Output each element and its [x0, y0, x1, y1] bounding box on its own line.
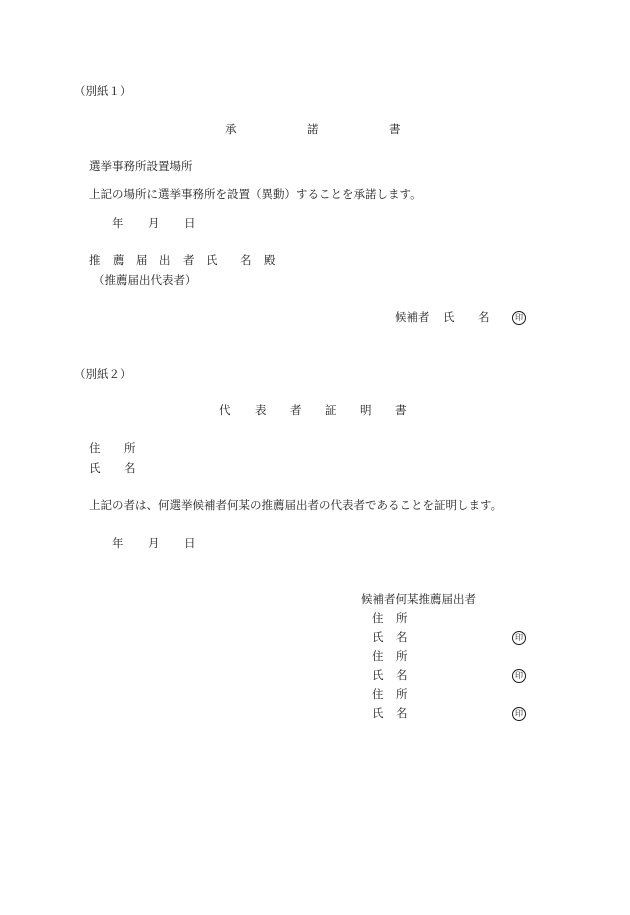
date-day: 日: [184, 536, 196, 550]
office-location-label: 選挙事務所設置場所: [89, 159, 193, 173]
signer-name-char: 名: [396, 668, 408, 682]
recipient-char: 出: [159, 253, 171, 267]
date-month: 月: [148, 216, 160, 230]
name-char: 名: [478, 310, 490, 324]
recipient-char: 届: [136, 253, 148, 267]
date-day: 日: [184, 216, 196, 230]
recipient-char: 殿: [264, 253, 276, 267]
recipient-char: 薦: [113, 253, 125, 267]
name-char: 氏: [443, 310, 455, 324]
signer-address-char: 住: [372, 611, 384, 625]
representative-note: （推薦届出代表者）: [93, 273, 197, 287]
signer-address-char: 住: [372, 649, 384, 663]
signer-header: 候補者何某推薦届出者: [361, 592, 476, 606]
certification-text: 上記の者は、何選挙候補者何某の推薦届出者の代表者であることを証明します。: [89, 498, 503, 512]
signer-name-char: 氏: [372, 630, 384, 644]
signer-name-char: 氏: [372, 668, 384, 682]
signer-name-char: 名: [396, 706, 408, 720]
date-year: 年: [112, 216, 124, 230]
seal-icon: 印: [512, 311, 526, 325]
title-char: 諾: [307, 122, 319, 136]
title-char: 表: [255, 403, 267, 417]
signer-address-char: 住: [372, 687, 384, 701]
recipient-char: 氏: [206, 253, 218, 267]
date-month: 月: [148, 536, 160, 550]
consent-text: 上記の場所に選挙事務所を設置（異動）することを承諾します。: [89, 187, 422, 201]
attachment-label-2: （別紙２）: [74, 367, 132, 381]
seal-icon: 印: [512, 669, 526, 683]
attachment-label-1: （別紙１）: [74, 84, 132, 98]
signer-address-char: 所: [396, 687, 408, 701]
name-char: 名: [124, 461, 136, 475]
signer-address-char: 所: [396, 611, 408, 625]
title-char: 明: [360, 403, 372, 417]
title-char: 証: [325, 403, 337, 417]
title-char: 書: [389, 122, 401, 136]
signer-name-char: 氏: [372, 706, 384, 720]
recipient-char: 推: [89, 253, 101, 267]
seal-icon: 印: [512, 707, 526, 721]
address-char: 住: [89, 441, 101, 455]
name-char: 氏: [89, 461, 101, 475]
seal-icon: 印: [512, 631, 526, 645]
title-char: 者: [290, 403, 302, 417]
title-char: 代: [219, 403, 231, 417]
address-char: 所: [124, 441, 136, 455]
recipient-char: 名: [240, 253, 252, 267]
date-year: 年: [112, 536, 124, 550]
recipient-char: 者: [183, 253, 195, 267]
signer-name-char: 名: [396, 630, 408, 644]
title-char: 承: [225, 122, 237, 136]
title-char: 書: [395, 403, 407, 417]
candidate-label: 候補者: [395, 310, 430, 324]
signer-address-char: 所: [396, 649, 408, 663]
